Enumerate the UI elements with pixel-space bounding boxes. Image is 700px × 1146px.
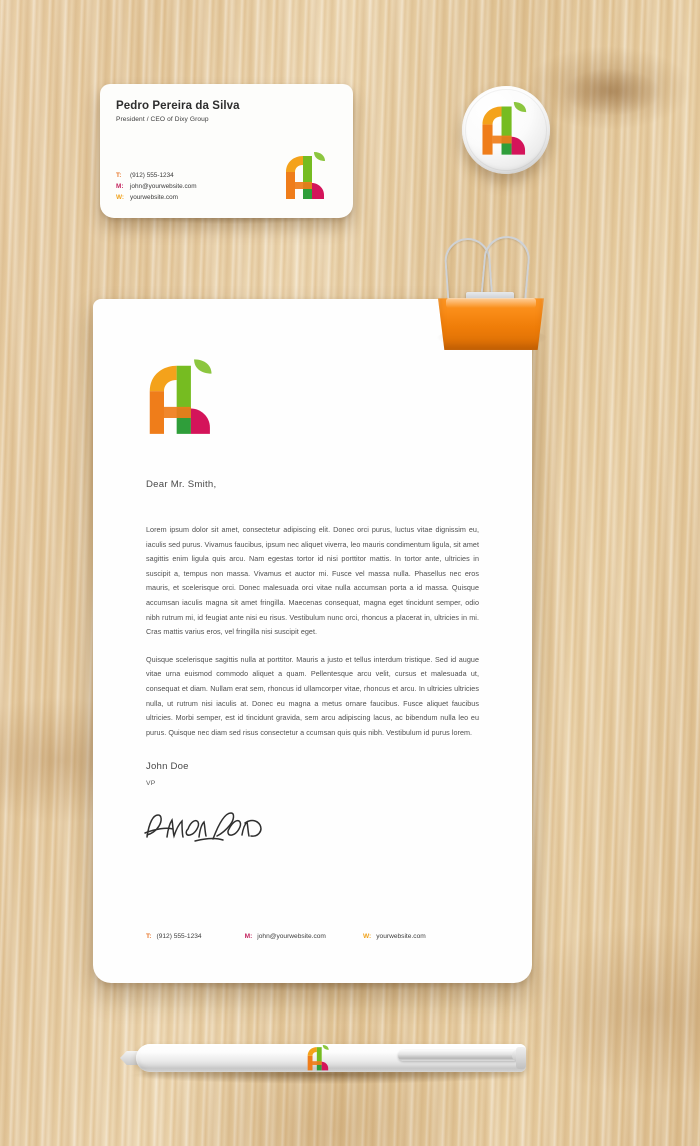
letter-body bbox=[146, 523, 479, 740]
dixy-logo-icon bbox=[283, 152, 331, 202]
letter-paragraph: Quisque scelerisque sagittis nulla at porttitor. Mauris a justo et tellus interdum tristique. Sed id augue vitae urna euismod commodo aliquet a quam. Pellentesque arcu velit, cursus et malesuada ut, consequat et diam. Nullam erat sem, rhoncus id ullamcorper vitae, rhoncus et arcu. In ultricies ultricies nulla, ut rutrum nisi iaculis at. Donec eu magna a metus ornare faucibus. Fusce aliquet faucibus ultricies. Morbi semper, est id tincidunt gravida, sem arcu adipiscing lacus, ac bibendum nulla leo eu purus. Quisque nec diam sed risus consectetur a ccumsan quis quis nibh. Vestibulum id purus lorem. bbox=[146, 654, 479, 737]
footer-contact-web bbox=[363, 933, 426, 940]
pen-pocket-clip bbox=[398, 1050, 520, 1061]
clip-highlight bbox=[446, 298, 536, 308]
contact-row-web bbox=[116, 194, 197, 205]
contact-row-mail bbox=[116, 183, 197, 194]
contact-key-web: W: bbox=[116, 194, 125, 201]
business-card-name: Pedro Pereira da Silva bbox=[116, 100, 240, 112]
dixy-logo-icon bbox=[479, 102, 533, 158]
letter-signer-name: John Doe bbox=[146, 761, 189, 772]
contact-key-mail: M: bbox=[116, 183, 124, 190]
footer-contact-phone bbox=[146, 933, 202, 940]
binder-clip bbox=[430, 232, 552, 360]
footer-contact-mail bbox=[245, 933, 326, 940]
letter-paragraph: Lorem ipsum dolor sit amet, consectetur adipiscing elit. Donec orci purus, luctus vitae dignissim eu, iaculis sed purus. Vivamus faucibus, ipsum nec aliquet viverra, leo mauris condimentum ligula, sit amet sagittis enim ligula quis arcu. Nam egestas tortor id nisi porttitor mattis. In tortor ante, ultricies in suscipit a, tempus non massa. Vivamus et auctor mi. Fusce vel massa nulla. Phasellus nec eros mauris, et scelerisque orci. Donec malesuada orci vitae nulla accumsan porta a id massa. Quisque accumsan iaculis magna sit amet fringilla. Maecenas consequat, magna eget tincidunt semper, odio nibh rutrum mi, id feugiat ante nisi eu risus. Vestibulum nunc orci, rhoncus a placerat in, ultricies in mi. Cras mattis varius eros, vel fringilla nisi suscipit eget. bbox=[146, 525, 479, 637]
letterhead-sheet bbox=[93, 299, 532, 983]
letter-salutation: Dear Mr. Smith, bbox=[146, 479, 217, 490]
pen-end-cap bbox=[516, 1047, 526, 1069]
letter-signer-title: VP bbox=[146, 780, 156, 787]
business-card-role: President / CEO of Dixy Group bbox=[116, 116, 209, 123]
letter-footer bbox=[146, 933, 486, 940]
contact-value-mail: john@yourwebsite.com bbox=[130, 183, 197, 190]
contact-row-phone bbox=[116, 172, 197, 183]
footer-value-web: yourwebsite.com bbox=[376, 933, 426, 940]
dixy-logo-icon bbox=[306, 1045, 332, 1072]
logo-badge bbox=[462, 86, 550, 174]
contact-key-phone: T: bbox=[116, 172, 122, 179]
contact-value-phone: (912) 555-1234 bbox=[130, 172, 174, 179]
branded-pen bbox=[120, 1038, 526, 1086]
footer-value-mail: john@yourwebsite.com bbox=[257, 933, 326, 940]
footer-key-mail: M: bbox=[244, 933, 253, 940]
footer-key-phone: T: bbox=[146, 933, 152, 940]
business-card bbox=[100, 84, 353, 218]
contact-value-web: yourwebsite.com bbox=[130, 194, 178, 201]
handwritten-signature bbox=[137, 807, 267, 852]
dixy-logo-icon bbox=[145, 359, 221, 439]
footer-value-phone: (912) 555-1234 bbox=[156, 933, 202, 940]
footer-key-web: W: bbox=[362, 933, 372, 940]
business-card-contacts bbox=[116, 172, 197, 205]
